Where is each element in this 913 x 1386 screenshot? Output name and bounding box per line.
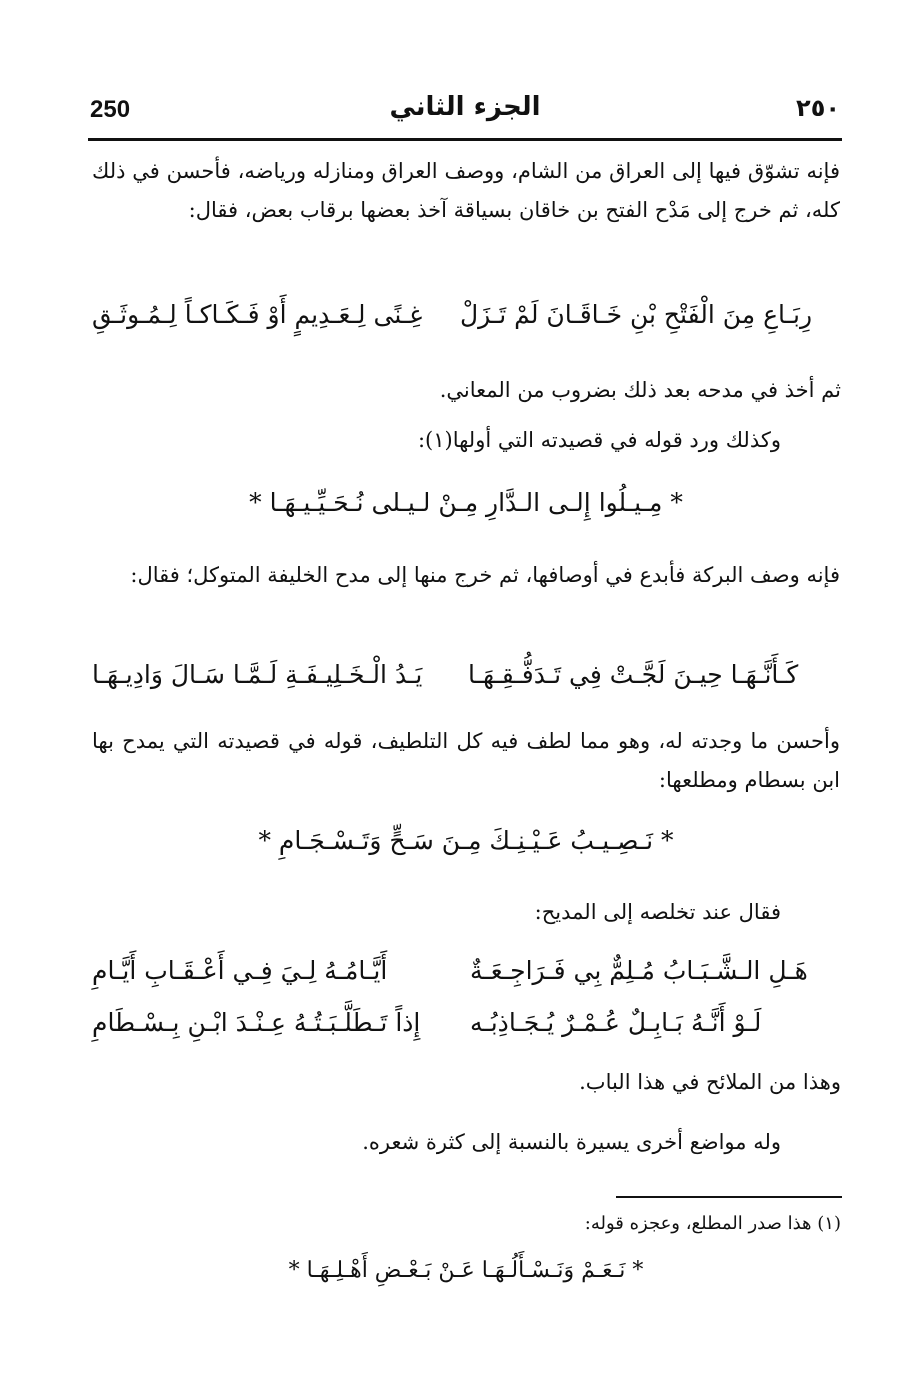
paragraph-4: فإنه وصف البركة فأبدع في أوصافها، ثم خرج منها إلى مدح الخليفة المتوكل؛ فقال: [130, 563, 840, 587]
paragraph-5: وأحسن ما وجدته له، وهو مما لطف فيه كل التلطيف، قوله في قصيدته التي يمدح بها ابن بسطام ومطلعها: [92, 729, 840, 792]
verse-1-first-hemistich: رِبَـاعِ مِنَ الْفَتْحِ بْنِ خَـاقَـانَ لَمْ تَـزَلْ [460, 300, 813, 329]
footnote-verse: * نَـعَـمْ وَنَـسْـأَلُـهَـا عَـنْ بَـعْـضِ أَهْـلِـهَـا * [288, 1258, 644, 1283]
verse-5-second-hemistich: أَيَّـامُـهُ لِـيَ فِـي أَعْـقَـابِ أَيَّـامِ [92, 956, 388, 985]
verse-6-first-hemistich: لَـوْ أَنَّـهُ بَـابِـلٌ عُـمْـرٌ يُـجَـاذِبُـه [470, 1008, 762, 1037]
verse-5-first-hemistich: هَـلِ الـشَّـبَـابُ مُـلِمٌّ بِي فَـرَاجِـعَـةٌ [470, 956, 808, 985]
running-title: الجزء الثاني [389, 92, 541, 122]
verse-3-second-hemistich: يَـدُ الْـخَـلِيـفَـةِ لَـمَّـا سَـالَ وَادِيـهَـا [92, 660, 423, 689]
verse-6-second-hemistich: إِذاً تَـطَلَّـبَـتُـهُ عِـنْـدَ ابْـنِ بِـسْـطَامِ [92, 1008, 421, 1037]
header-rule [88, 138, 842, 141]
paragraph-2: ثم أخذ في مدحه بعد ذلك بضروب من المعاني. [439, 378, 841, 402]
verse-3-first-hemistich: كَـأَنَّـهَـا حِيـنَ لَجَّـتْ فِي تَـدَفُّـقِـهَـا [468, 660, 799, 689]
footnote-text: (١) هذا صدر المطلع، وعجزه قوله: [584, 1213, 841, 1234]
paragraph-6: فقال عند تخلصه إلى المديح: [534, 900, 781, 924]
page-number-arabic: ٢٥٠ [796, 94, 840, 122]
page-header [90, 92, 840, 132]
verse-4: * نَـصِـيـبُ عَـيْـنِـكَ مِـنَ سَـحٍّ وَتَـسْـجَـامِ * [258, 826, 674, 855]
verse-1-second-hemistich: غِـنًى لِـعَـدِيمٍ أَوْ فَـكَـاكـاً لِـمُـوثَـقِ [92, 300, 423, 329]
paragraph-8: وله مواضع أخرى يسيرة بالنسبة إلى كثرة شعره. [362, 1130, 781, 1154]
paragraph-3: وكذلك ورد قوله في قصيدته التي أولها(١): [417, 428, 781, 452]
paragraph-1: فإنه تشوّق فيها إلى العراق من الشام، ووصف العراق ومنازله ورياضه، فأحسن في ذلك كله، ثم خرج إلى مَدْح الفتح بن خاقان بسياقة آخذ بعضها برقاب بعض، فقال: [92, 159, 840, 222]
paragraph-7: وهذا من الملائح في هذا الباب. [579, 1070, 841, 1094]
verse-2: * مِـيـلُوا إِلـى الـدَّارِ مِـنْ لـيـلى نُـحَـيِّـيـهَـا * [249, 488, 683, 517]
footnote-rule [616, 1196, 842, 1198]
page-number-latin: 250 [90, 96, 131, 123]
